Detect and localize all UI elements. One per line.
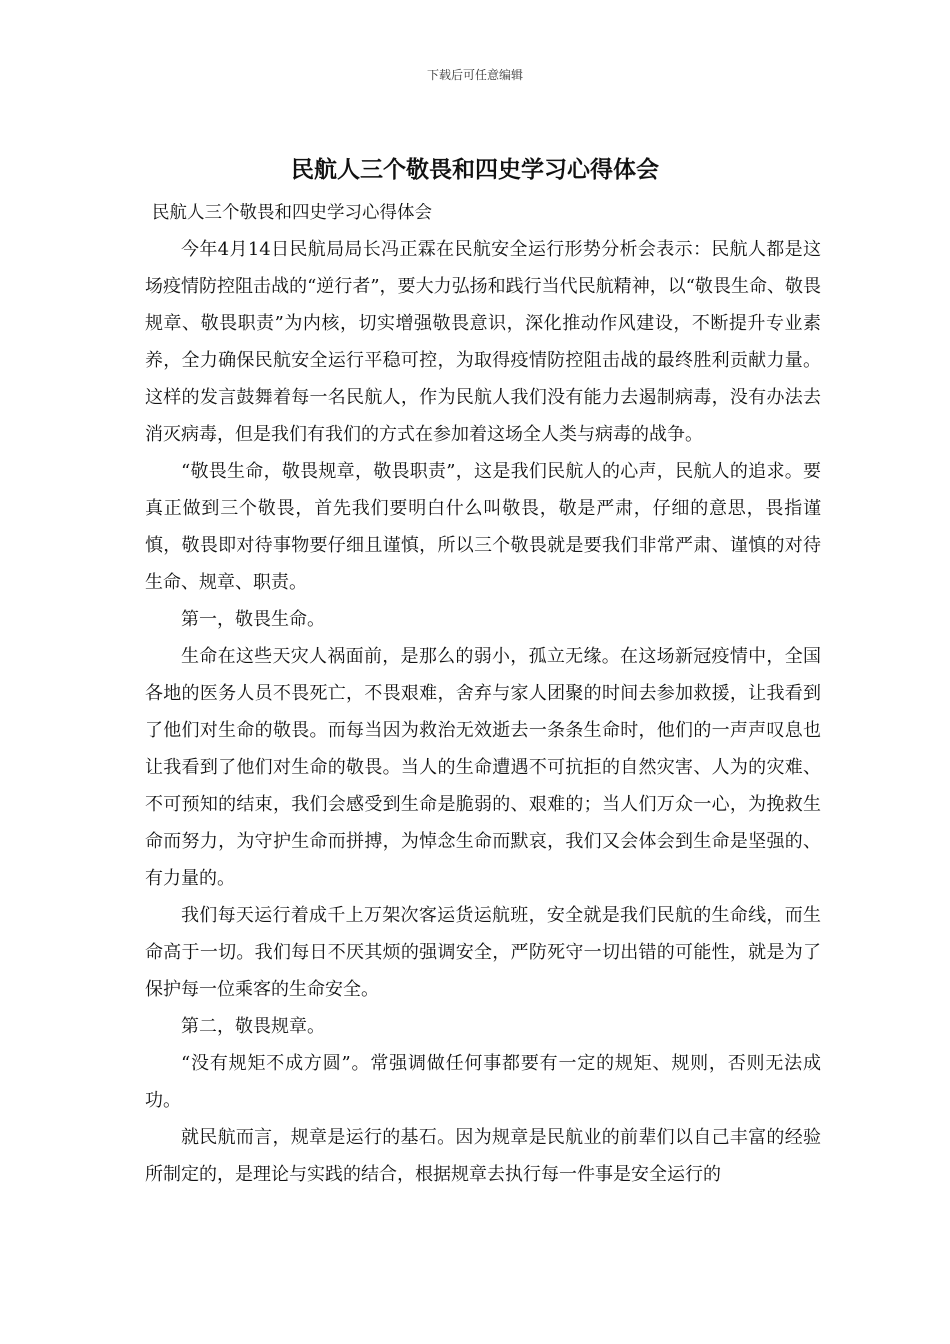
- paragraph-rules-civil-aviation: 就民航而言，规章是运行的基石。因为规章是民航业的前辈们以自己丰富的经验所制定的，是理论与实践的结合，根据规章去执行每一件事是安全运行的: [145, 1127, 821, 1185]
- heading-reverence-life: 第一，敬畏生命。: [181, 609, 325, 630]
- header-note: 下载后可任意编辑: [426, 68, 523, 82]
- paragraph-life: 生命在这些天灾人祸面前，是那么的弱小，孤立无缘。在这场新冠疫情中，全国各地的医务人员不畏死亡，不畏艰难，舍弃与家人团聚的时间去参加救援，让我看到了他们对生命的敬畏。而每当因为救治无效逝去一条条生命时，他们的一声声叹息也让我看到了他们对生命的敬畏。当人的生命遭遇不可抗拒的自然灾害、人为的灾难、不可预知的结束，我们会感受到生命是脆弱的、艰难的；当人们万众一心，为挽救生命而努力，为守护生命而拼搏，为悼念生命而默哀，我们又会体会到生命是坚强的、有力量的。: [145, 646, 821, 889]
- document-subtitle: 民航人三个敬畏和四史学习心得体会: [152, 203, 432, 223]
- paragraph-rules-proverb: “没有规矩不成方圆”。常强调做任何事都要有一定的规矩、规则，否则无法成功。: [145, 1053, 821, 1111]
- paragraph-safety: 我们每天运行着成千上万架次客运货运航班，安全就是我们民航的生命线，而生命高于一切。我们每日不厌其烦的强调安全，严防死守一切出错的可能性，就是为了保护每一位乘客的生命安全。: [145, 905, 821, 1000]
- paragraph-three-reverences: “敬畏生命，敬畏规章，敬畏职责”，这是我们民航人的心声，民航人的追求。要真正做到三个敬畏，首先我们要明白什么叫敬畏，敬是严肃，仔细的意思，畏指谨慎，敬畏即对待事物要仔细且谨慎，所以三个敬畏就是要我们非常严肃、谨慎的对待生命、规章、职责。: [145, 461, 821, 593]
- document-body: [145, 231, 821, 1193]
- document-title: 民航人三个敬畏和四史学习心得体会: [291, 156, 659, 183]
- heading-reverence-rules: 第二，敬畏规章。: [181, 1016, 325, 1037]
- paragraph-intro: 今年4月14日民航局局长冯正霖在民航安全运行形势分析会表示：民航人都是这场疫情防控阻击战的“逆行者”，要大力弘扬和践行当代民航精神，以“敬畏生命、敬畏规章、敬畏职责”为内核，切实增强敬畏意识，深化推动作风建设，不断提升专业素养，全力确保民航安全运行平稳可控，为取得疫情防控阻击战的最终胜利贡献力量。这样的发言鼓舞着每一名民航人，作为民航人我们没有能力去遏制病毒，没有办法去消灭病毒，但是我们有我们的方式在参加着这场全人类与病毒的战争。: [145, 239, 821, 445]
